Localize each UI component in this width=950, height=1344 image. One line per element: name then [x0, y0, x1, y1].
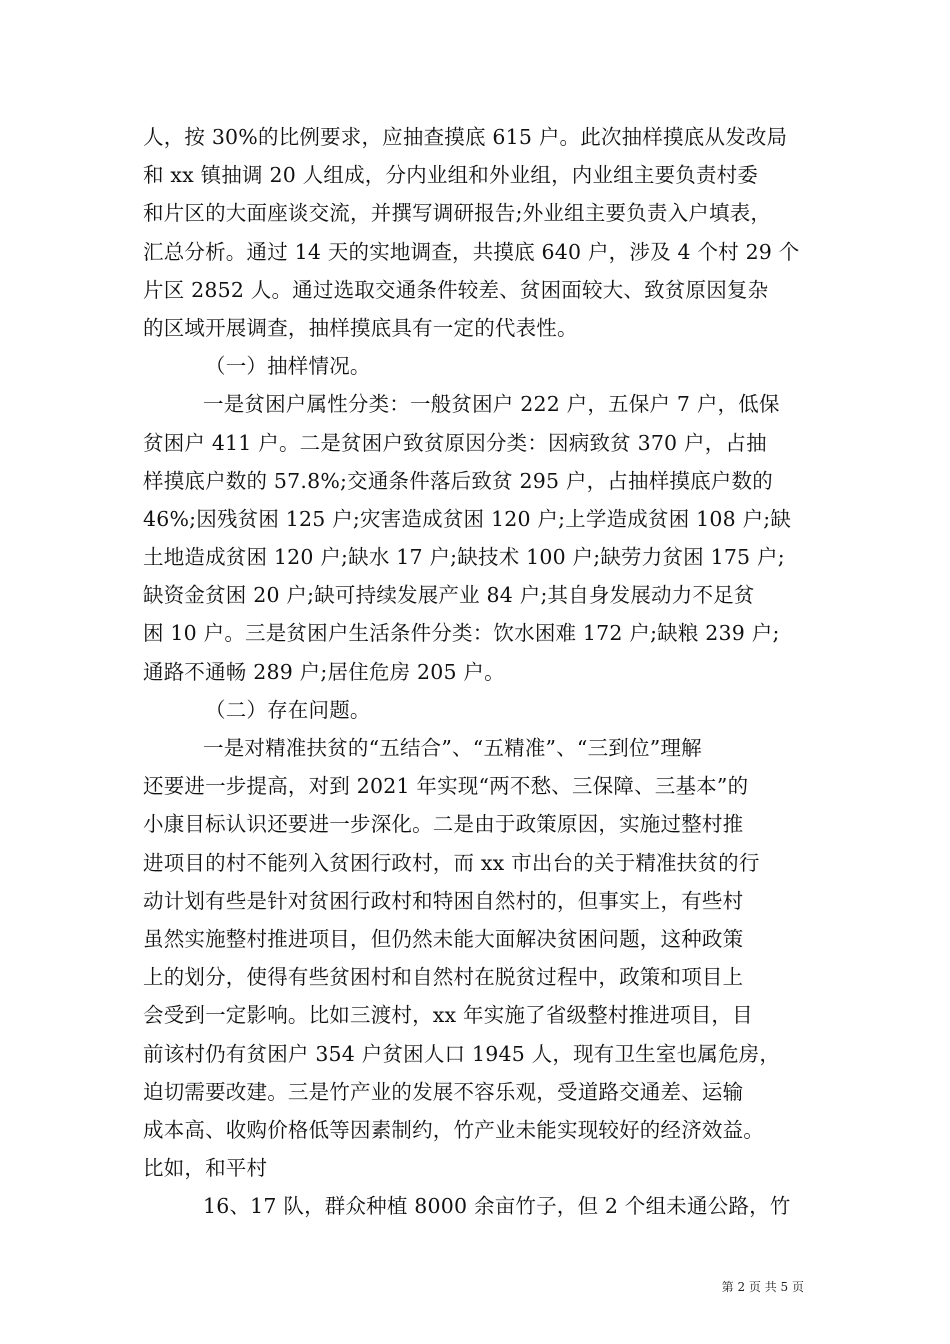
text-line: 46%;因残贫困 125 户;灾害造成贫困 120 户;上学造成贫困 108 户;缺	[143, 506, 792, 531]
text-line: 上的划分，使得有些贫困村和自然村在脱贫过程中，政策和项目上	[143, 965, 744, 990]
text-line: 贫困户 411 户。二是贫困户致贫原因分类：因病致贫 370 户，占抽	[143, 430, 767, 455]
text-line: 成本高、收购价格低等因素制约，竹产业未能实现较好的经济效益。	[143, 1117, 764, 1142]
text-line: 人，按 30%的比例要求，应抽查摸底 615 户。此次抽样摸底从发改局	[143, 125, 788, 149]
text-line: 和片区的大面座谈交流，并撰写调研报告;外业组主要负责入户填表，	[143, 201, 772, 226]
document-body	[143, 118, 813, 1225]
text-line: 样摸底户数的 57.8%;交通条件落后致贫 295 户，占抽样摸底户数的	[143, 468, 773, 493]
text-line: 比如，和平村	[143, 1156, 268, 1181]
text-line: 小康目标认识还要进一步深化。二是由于政策原因，实施过整村推	[143, 812, 744, 837]
text-line: 一是对精准扶贫的“五结合”、“五精准”、“三到位”理解	[203, 736, 702, 760]
text-line: 虽然实施整村推进项目，但仍然未能大面解决贫困问题，这种政策	[143, 926, 744, 951]
text-line: 片区 2852 人。通过选取交通条件较差、贫困面较大、致贫原因复杂	[143, 277, 769, 302]
text-line: 通路不通畅 289 户;居住危房 205 户。	[143, 659, 505, 684]
text-line: 迫切需要改建。三是竹产业的发展不容乐观，受道路交通差、运输	[143, 1079, 744, 1104]
text-line: 困 10 户。三是贫困户生活条件分类：饮水困难 172 户;缺粮 239 户;	[143, 621, 780, 646]
text-line: 会受到一定影响。比如三渡村，xx 年实施了省级整村推进项目，目	[143, 1003, 753, 1028]
text-line: 的区域开展调查，抽样摸底具有一定的代表性。	[143, 315, 578, 340]
page-number-footer: 第 2 页 共 5 页	[721, 1280, 804, 1294]
text-line: 一是贫困户属性分类：一般贫困户 222 户，五保户 7 户，低保	[203, 392, 780, 417]
section-heading-sampling: （一）抽样情况。	[205, 354, 371, 379]
text-line: 动计划有些是针对贫困行政村和特困自然村的，但事实上，有些村	[143, 888, 744, 913]
section-heading-problems: （二）存在问题。	[205, 697, 371, 722]
text-line: 土地造成贫困 120 户;缺水 17 户;缺技术 100 户;缺劳力贫困 175 户;	[143, 545, 785, 570]
text-line: 进项目的村不能列入贫困行政村，而 xx 市出台的关于精准扶贫的行	[143, 850, 760, 875]
text-line: 还要进一步提高，对到 2021 年实现“两不愁、三保障、三基本”的	[143, 774, 749, 799]
text-line: 前该村仍有贫困户 354 户贫困人口 1945 人，现有卫生室也属危房，	[143, 1041, 781, 1066]
text-line: 缺资金贫困 20 户;缺可持续发展产业 84 户;其自身发展动力不足贫	[143, 583, 755, 608]
text-line: 和 xx 镇抽调 20 人组成，分内业组和外业组，内业组主要负责村委	[143, 163, 759, 188]
text-line: 汇总分析。通过 14 天的实地调查，共摸底 640 户，涉及 4 个村 29 个	[143, 239, 800, 264]
text-line: 16、17 队，群众种植 8000 余亩竹子，但 2 个组未通公路，竹	[203, 1194, 791, 1219]
